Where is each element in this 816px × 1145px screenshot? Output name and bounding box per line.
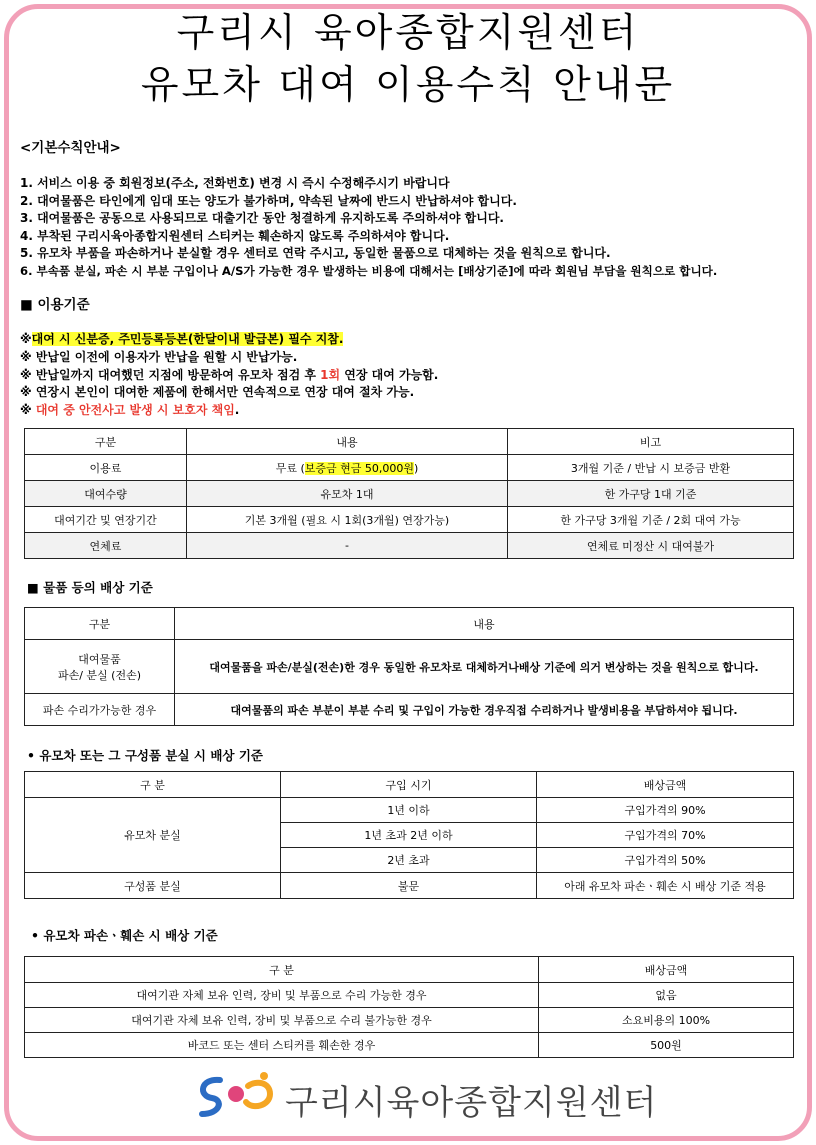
damage-table <box>24 607 794 726</box>
table-cell: 없음 <box>539 983 794 1008</box>
basic-rules-heading: <기본수칙안내> <box>20 140 121 156</box>
usage-note: ※ 반납일 이전에 이용자가 반납을 원할 시 반납가능. <box>20 350 298 364</box>
table-cell: 연체료 미정산 시 대여불가 <box>508 533 794 559</box>
table-header: 배상금액 <box>537 772 794 798</box>
table-header: 구 분 <box>25 957 539 983</box>
basic-rule: 5. 유모차 부품을 파손하거나 분실할 경우 센터로 연락 주시고, 동일한 물품으로 대체하는 것을 원칙으로 합니다. <box>20 246 611 260</box>
table-cell: 1년 이하 <box>281 798 537 823</box>
table-cell: 대여물품의 파손 부분이 부분 수리 및 구입이 가능한 경우직접 수리하거나 발생비용을 부담하셔야 됩니다. <box>175 694 794 726</box>
usage-note: ※ 연장시 본인이 대여한 제품에 한해서만 연속적으로 연장 대여 절차 가능. <box>20 385 415 399</box>
table-cell: 1년 초과 2년 이하 <box>281 823 537 848</box>
basic-rule: 2. 대여물품은 타인에게 임대 또는 양도가 불가하며, 약속된 날짜에 반드시 반납하셔야 합니다. <box>20 193 517 208</box>
usage-note: ※ 반납일까지 대여했던 지점에 방문하여 유모차 점검 후 1회 연장 대여 가능함. <box>20 368 439 382</box>
basic-rule: 6. 부속품 분실, 파손 시 부분 구입이나 A/S가 가능한 경우 발생하는 비용에 대해서는 [배상기준]에 따라 회원님 부담을 원칙으로 합니다. <box>20 263 718 278</box>
table-header: 구분 <box>25 429 187 455</box>
table-header: 배상금액 <box>539 957 794 983</box>
table-cell: 구성품 분실 <box>25 873 281 899</box>
table-row <box>25 1033 794 1058</box>
table-row <box>25 481 794 507</box>
usage-note: ※대여 시 신분증, 주민등록등본(한달이내 발급본) 필수 지참. <box>20 332 344 346</box>
table-row <box>25 873 794 899</box>
table-cell: 구입가격의 90% <box>537 798 794 823</box>
basic-rule: 1. 서비스 이용 중 회원정보(주소, 전화번호) 변경 시 즉시 수정해주시기 바랍니다 <box>20 176 450 190</box>
table-cell: 대여물품 파손/ 분실 (전손) <box>25 640 175 694</box>
table-cell: 한 가구당 1대 기준 <box>508 481 794 507</box>
basic-rule: 3. 대여물품은 공동으로 사용되므로 대출기간 동안 청결하게 유지하도록 주의하셔야 합니다. <box>20 211 504 225</box>
table-cell: 아래 유모차 파손ㆍ훼손 시 배상 기준 적용 <box>537 873 794 899</box>
breakage-heading: • 유모차 파손ㆍ훼손 시 배상 기준 <box>31 928 218 943</box>
table-cell: 500원 <box>539 1033 794 1058</box>
table-header: 구분 <box>25 608 175 640</box>
usage-table <box>24 428 794 559</box>
table-header: 내용 <box>187 429 508 455</box>
table-cell: 불문 <box>281 873 537 899</box>
table-cell: 소요비용의 100% <box>539 1008 794 1033</box>
table-row <box>25 507 794 533</box>
damage-heading: ■ 물품 등의 배상 기준 <box>27 580 153 595</box>
table-row <box>25 798 794 823</box>
table-row <box>25 983 794 1008</box>
table-cell: 연체료 <box>25 533 187 559</box>
center-logo-text: 구리시육아종합지원센터 <box>285 1083 658 1123</box>
table-cell: 대여기관 자체 보유 인력, 장비 및 부품으로 수리 불가능한 경우 <box>25 1008 539 1033</box>
table-header: 비고 <box>508 429 794 455</box>
page-subtitle: 유모차 대여 이용수칙 안내문 <box>140 63 676 108</box>
table-header: 구입 시기 <box>281 772 537 798</box>
table-header-row <box>25 429 794 455</box>
table-header: 내용 <box>175 608 794 640</box>
table-cell: - <box>187 533 508 559</box>
table-cell: 이용료 <box>25 455 187 481</box>
loss-table <box>24 771 794 899</box>
table-cell: 유모차 1대 <box>187 481 508 507</box>
table-header: 구 분 <box>25 772 281 798</box>
table-header-row <box>25 608 794 640</box>
table-row <box>25 1008 794 1033</box>
basic-rule: 4. 부착된 구리시육아종합지원센터 스티커는 훼손하지 않도록 주의하셔야 합니다. <box>20 228 450 243</box>
table-cell: 구입가격의 70% <box>537 823 794 848</box>
table-cell: 기본 3개월 (필요 시 1회(3개월) 연장가능) <box>187 507 508 533</box>
table-cell: 무료 (보증금 현금 50,000원) <box>187 455 508 481</box>
table-cell: 대여기관 자체 보유 인력, 장비 및 부품으로 수리 가능한 경우 <box>25 983 539 1008</box>
page-title: 구리시 육아종합지원센터 <box>176 11 640 56</box>
table-row <box>25 694 794 726</box>
breakage-table <box>24 956 794 1058</box>
table-cell: 대여물품을 파손/분실(전손)한 경우 동일한 유모차로 대체하거나배상 기준에 의거 변상하는 것을 원칙으로 합니다. <box>175 640 794 694</box>
table-cell: 대여수량 <box>25 481 187 507</box>
usage-note: ※ 대여 중 안전사고 발생 시 보호자 책임. <box>20 403 240 417</box>
table-cell: 한 가구당 3개월 기준 / 2회 대여 가능 <box>508 507 794 533</box>
loss-heading: • 유모차 또는 그 구성품 분실 시 배상 기준 <box>27 748 264 763</box>
table-header-row <box>25 772 794 798</box>
table-cell: 파손 수리가가능한 경우 <box>25 694 175 726</box>
table-cell: 유모차 분실 <box>25 798 281 873</box>
table-cell: 2년 초과 <box>281 848 537 873</box>
table-row <box>25 533 794 559</box>
table-header-row <box>25 957 794 983</box>
usage-heading: ■ 이용기준 <box>20 297 90 313</box>
table-cell: 3개월 기준 / 반납 시 보증금 반환 <box>508 455 794 481</box>
table-cell: 구입가격의 50% <box>537 848 794 873</box>
table-row <box>25 640 794 694</box>
highlight-text: 대여 시 신분증, 주민등록등본(한달이내 발급본) 필수 지참. <box>31 332 344 346</box>
table-cell: 바코드 또는 센터 스티커를 훼손한 경우 <box>25 1033 539 1058</box>
table-cell: 대여기간 및 연장기간 <box>25 507 187 533</box>
table-row <box>25 455 794 481</box>
